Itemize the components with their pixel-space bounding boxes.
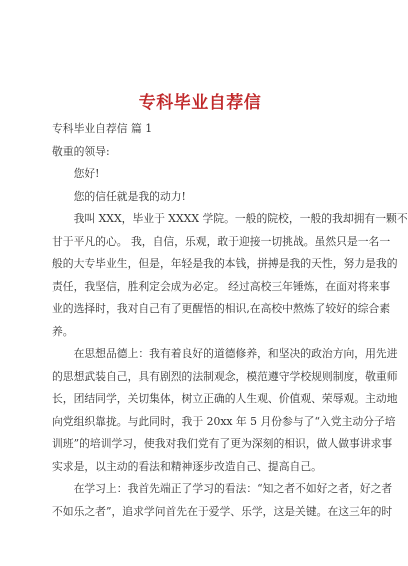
paragraph-line: 实求是，以主动的看法和精神逐步改造自己、提高自己。 (52, 459, 322, 473)
paragraph-line: 我叫 XXX，毕业于 XXXX 学院。一般的院校，一般的我却拥有一颗不 (52, 212, 408, 225)
paragraph-line: 在学习上：我首先端正了学习的看法：“知之者不如好之者，好之者 (52, 482, 393, 495)
paragraph-line: 在思想品德上：我有着良好的道德修养，和坚决的政治方向，用先进 (52, 347, 398, 360)
greeting: 您好! (52, 167, 100, 180)
paragraph-line: 业的选择时，我对自己有了更醒悟的相识,在高校中熬炼了较好的综合素 (52, 302, 391, 315)
paragraph-line: 长，团结同学，关切集体，树立正确的人生观、价值观、荣辱观。主动地 (52, 392, 398, 405)
salutation: 敬重的领导: (52, 144, 110, 158)
letter-subtitle: 专科毕业自荐信 篇 1 (52, 122, 153, 135)
paragraph-line: 不如乐之者”，追求学问首先在于爱学、乐学，这是关键。在这三年的时 (52, 504, 393, 518)
document-title: 专科毕业自荐信 (138, 93, 262, 113)
paragraph-line: 责任，我坚信，胜利定会成为必定。 经过高校三年锤炼，在面对将来事 (52, 279, 391, 293)
document-body (52, 118, 408, 523)
paragraph-line: 甘于平凡的心。 我，自信，乐观，敢于迎接一切挑战。虽然只是一名一 (52, 234, 391, 248)
paragraph-line: 般的大专毕业生，但是，年轻是我的本钱，拼搏是我的天性，努力是我的 (52, 257, 398, 270)
paragraph-line: 养。 (52, 324, 74, 338)
opening-line: 您的信任就是我的动力! (52, 189, 186, 203)
paragraph-line: 向党组织靠拢。与此同时，我于 20xx 年 5 月份参与了“入党主动分子培 (52, 414, 396, 428)
paragraph-line: 的思想武装自己，具有剧烈的法制观念，模范遵守学校规则制度，敬重师 (52, 369, 398, 383)
paragraph-line: 训班”的培训学习，使我对我们党有了更为深刻的相识，做人做事讲求事 (52, 437, 393, 450)
